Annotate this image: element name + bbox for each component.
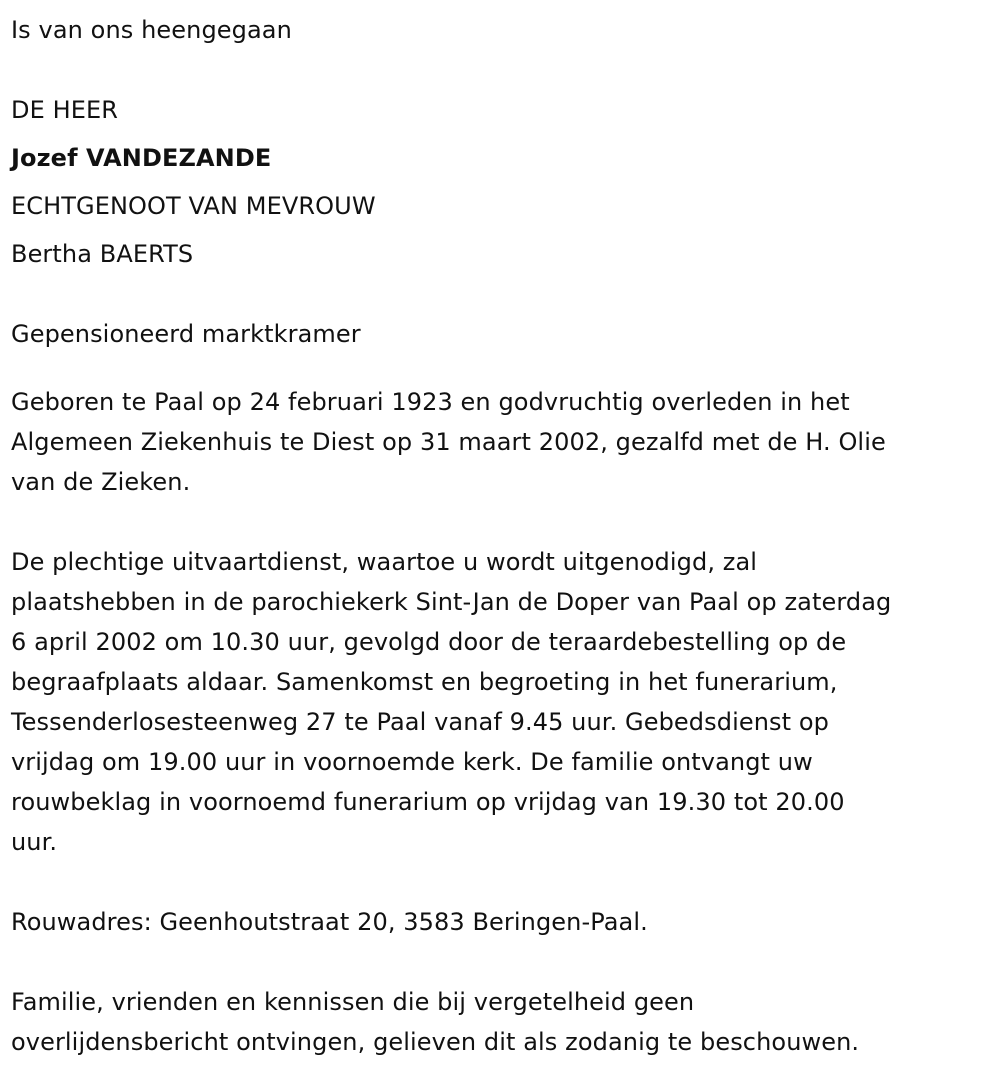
paragraph-line: begraafplaats aldaar. Samenkomst en begroeting in het funerarium, <box>11 668 838 696</box>
address-text: Rouwadres: Geenhoutstraat 20, 3583 Beringen-Paal. <box>11 908 648 936</box>
intro-text: Is van ons heengegaan <box>11 16 292 44</box>
paragraph-line: vrijdag om 19.00 uur in voornoemde kerk. De familie ontvangt uw <box>11 748 813 776</box>
paragraph-line: overlijdensbericht ontvingen, gelieven dit als zodanig te beschouwen. <box>11 1028 860 1056</box>
paragraph-line: Familie, vrienden en kennissen die bij vergetelheid geen <box>11 988 695 1016</box>
funeral-paragraph <box>11 542 1000 862</box>
spacer <box>11 942 1000 982</box>
closing-paragraph <box>11 982 1000 1062</box>
paragraph-line: rouwbeklag in voornoemd funerarium op vrijdag van 19.30 tot 20.00 <box>11 788 845 816</box>
spacer <box>11 358 1000 382</box>
paragraph-line: uur. <box>11 828 58 856</box>
paragraph-line: plaatshebben in de parochiekerk Sint-Jan de Doper van Paal op zaterdag <box>11 588 892 616</box>
paragraph-line: Algemeen Ziekenhuis te Diest op 31 maart 2002, gezalfd met de H. Olie <box>11 428 886 456</box>
paragraph-line: Geboren te Paal op 24 februari 1923 en godvruchtig overleden in het <box>11 388 850 416</box>
occupation-text: Gepensioneerd marktkramer <box>11 320 361 348</box>
title-text: DE HEER <box>11 96 119 124</box>
spacer <box>11 502 1000 542</box>
spacer <box>11 862 1000 902</box>
spacer <box>11 54 1000 86</box>
spouse-name: Bertha BAERTS <box>11 240 194 268</box>
relation-text: ECHTGENOOT VAN MEVROUW <box>11 192 376 220</box>
paragraph-line: 6 april 2002 om 10.30 uur, gevolgd door de teraardebestelling op de <box>11 628 847 656</box>
paragraph-line: Tessenderlosesteenweg 27 te Paal vanaf 9.45 uur. Gebedsdienst op <box>11 708 829 736</box>
deceased-name: Jozef VANDEZANDE <box>11 144 272 172</box>
paragraph-line: De plechtige uitvaartdienst, waartoe u wordt uitgenodigd, zal <box>11 548 758 576</box>
birth-death-paragraph <box>11 382 1000 502</box>
spacer <box>11 278 1000 310</box>
paragraph-line: van de Zieken. <box>11 468 191 496</box>
